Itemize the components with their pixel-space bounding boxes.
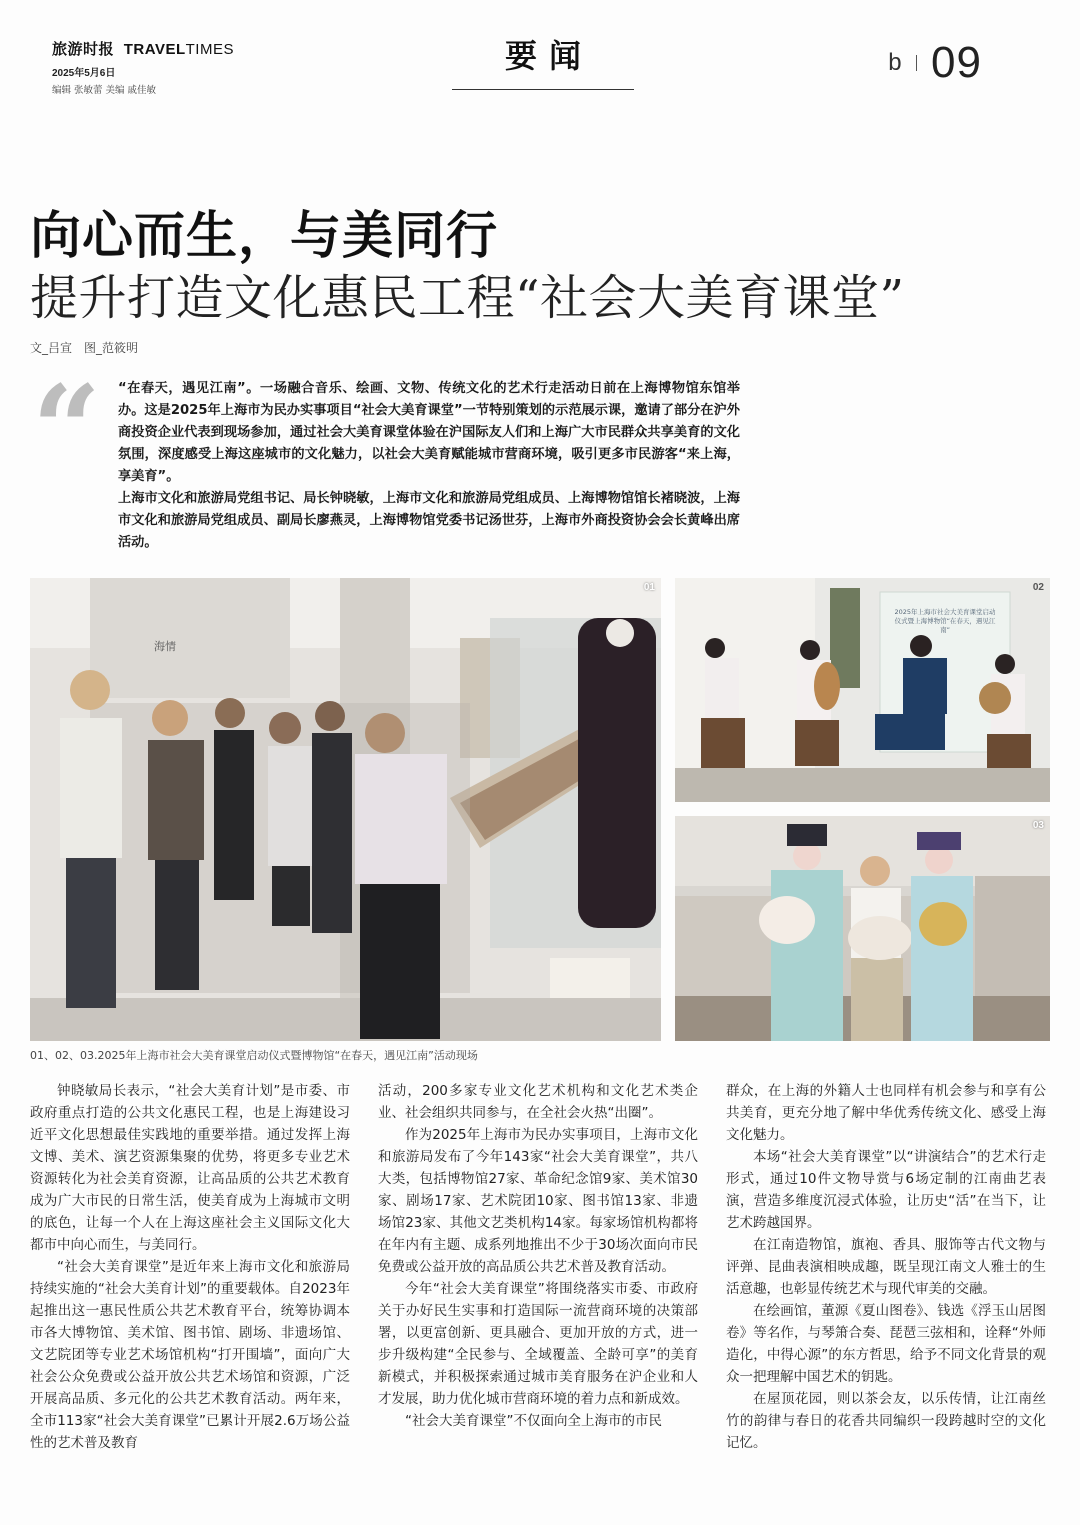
issue-date: 2025年5月6日 <box>52 68 116 79</box>
lead-p2: 上海市文化和旅游局党组书记、局长钟晓敏，上海市文化和旅游局党组成员、上海博物馆馆长褚晓波，上海市文化和旅游局党组成员、副局长廖燕灵，上海博物馆党委书记汤世芬，上海市外商投资协会会长黄峰出席活动。 <box>118 491 740 550</box>
body-paragraph: 本场“社会大美育课堂”以“讲演结合”的艺术行走形式，通过10件文物导赏与6场定制的江南曲艺表演，营造多维度沉浸式体验，让历史“活”在当下，让艺术跨越国界。 <box>726 1149 1046 1231</box>
brand-logo <box>52 38 234 59</box>
body-column-1 <box>30 1080 350 1454</box>
body-paragraph-continued: 活动，200多家专业文化艺术机构和文化艺术类企业、社会组织共同参与，在全社会火热“出圈”。 <box>378 1083 698 1121</box>
body-paragraph: “社会大美育课堂”不仅面向全上海市的市民 <box>405 1413 662 1429</box>
headline-subtitle: 提升打造文化惠民工程“社会大美育课堂” <box>30 270 905 326</box>
body-paragraph: 钟晓敏局长表示，“社会大美育计划”是市委、市政府重点打造的公共文化惠民工程，也是上海建设习近平文化思想最佳实践地的重要举措。通过发挥上海文博、美术、演艺资源集聚的优势，将更多专业艺术资源转化为社会美育资源，让高品质的公共艺术教育成为广大市民的日常生活，使美育成为上海城市文明的底色，让每一个人在上海这座社会主义国际文化大都市中向心而生，与美同行。 <box>30 1083 350 1253</box>
section-header <box>452 34 634 90</box>
brand-name-en-light: TIMES <box>185 41 234 58</box>
body-paragraph-continued: 群众，在上海的外籍人士也同样有机会参与和享有公共美育，更充分地了解中华优秀传统文化、感受上海文化魅力。 <box>726 1083 1046 1143</box>
masthead <box>52 38 234 96</box>
body-paragraph: 在江南造物馆，旗袍、香具、服饰等古代文物与评弹、昆曲表演相映成趣，既呈现江南文人雅士的生活意趣，也彰显传统艺术与现代审美的交融。 <box>726 1237 1046 1297</box>
body-paragraph: 今年“社会大美育课堂”将围绕落实市委、市政府关于办好民生实事和打造国际一流营商环境的决策部署，以更富创新、更具融合、更加开放的方式，进一步升级构建“全民参与、全域覆盖、全龄可享”的美育新模式，并积极探索通过城市美育服务在沪企业和人才发展，助力优化城市营商环境的着力点和新成效。 <box>378 1281 698 1407</box>
photo-tag-02: 02 <box>1032 582 1044 593</box>
body-column-2 <box>378 1080 698 1432</box>
page-number-block <box>888 38 982 88</box>
photo-musicians <box>675 578 1050 802</box>
headline <box>30 205 1060 329</box>
quote-mark-icon: “ <box>32 359 102 500</box>
lead-p1: “在春天，遇见江南”。一场融合音乐、绘画、文物、传统文化的艺术行走活动日前在上海博物馆东馆举办。这是2025年上海市为民办实事项目“社会大美育课堂”一节特别策划的示范展示课，邀请了部分在沪外商投资企业代表到现场参加，通过社会大美育课堂体验在沪国际友人们和上海广大市民群众共享美育的文化氛围，深度感受上海这座城市的文化魅力，以社会大美育赋能城市营商环境，吸引更多市民游客“来上海，享美育”。 <box>118 381 740 484</box>
headline-title: 向心而生，与美同行 <box>30 206 499 266</box>
lead-paragraph <box>118 378 740 554</box>
photo-caption: 01、02、03.2025年上海市社会大美育课堂启动仪式暨博物馆“在春天，遇见江南”活动现场 <box>30 1049 478 1062</box>
photo-tag-01: 01 <box>643 582 655 593</box>
photo-wall-text: 海情 <box>154 640 176 653</box>
body-paragraph: “社会大美育课堂”是近年来上海市文化和旅游局持续实施的“社会大美育计划”的重要载体。自2023年起推出这一惠民性质公共艺术教育平台，统筹协调本市各大博物馆、美术馆、图书馆、剧场、非遗场馆、文艺院团等专业艺术场馆机构“打开围墙”，面向广大社会公众免费或公益开放公共艺术场馆和资源，广泛开展高品质、多元化的公共艺术教育活动。两年来，全市113家“社会大美育课堂”已累计开展2.6万场公益性的艺术普及教育 <box>30 1259 350 1451</box>
editors-credit: 编辑 张敏蕾 美编 戚佳敏 <box>52 85 157 96</box>
photo-museum-tour <box>30 578 661 1041</box>
photo-opera-performers <box>675 816 1050 1041</box>
body-paragraph: 作为2025年上海市为民办实事项目，上海市文化和旅游局发布了今年143家“社会大美育课堂”，共八大类，包括博物馆27家、革命纪念馆9家、美术馆30家、剧场17家、艺术院团10家、图书馆13家、非遗场馆23家、其他文艺类机构14家。每家场馆机构都将在年内有主题、成系列地推出不少于30场次面向市民免费或公益开放的高品质公共艺术普及教育活动。 <box>378 1127 698 1275</box>
byline: 文_吕宣 图_范筱明 <box>30 341 139 355</box>
page-divider <box>916 55 918 71</box>
body-paragraph: 在屋顶花园，则以茶会友，以乐传情，让江南丝竹的韵律与春日的花香共同编织一段跨越时空的文化记忆。 <box>726 1391 1046 1451</box>
body-column-3 <box>726 1080 1046 1454</box>
brand-name-cn: 旅游时报 <box>52 40 115 58</box>
page-number: 09 <box>931 38 982 87</box>
section-title: 要闻 <box>504 37 593 75</box>
body-paragraph: 在绘画馆，董源《夏山图卷》、钱选《浮玉山居图卷》等名作，与琴箫合奏、琵琶三弦相和，诠释“外师造化，中得心源”的东方哲思，给予不同文化背景的观众一把理解中国艺术的钥匙。 <box>726 1303 1046 1385</box>
brand-name-en-bold: TRAVEL <box>123 41 186 58</box>
photo-tag-03: 03 <box>1032 820 1044 831</box>
photo-poster-text: 2025年上海市社会大美育课堂启动仪式暨上海博物馆“在春天，遇见江南” <box>894 608 996 634</box>
edition-letter: b <box>888 49 902 76</box>
